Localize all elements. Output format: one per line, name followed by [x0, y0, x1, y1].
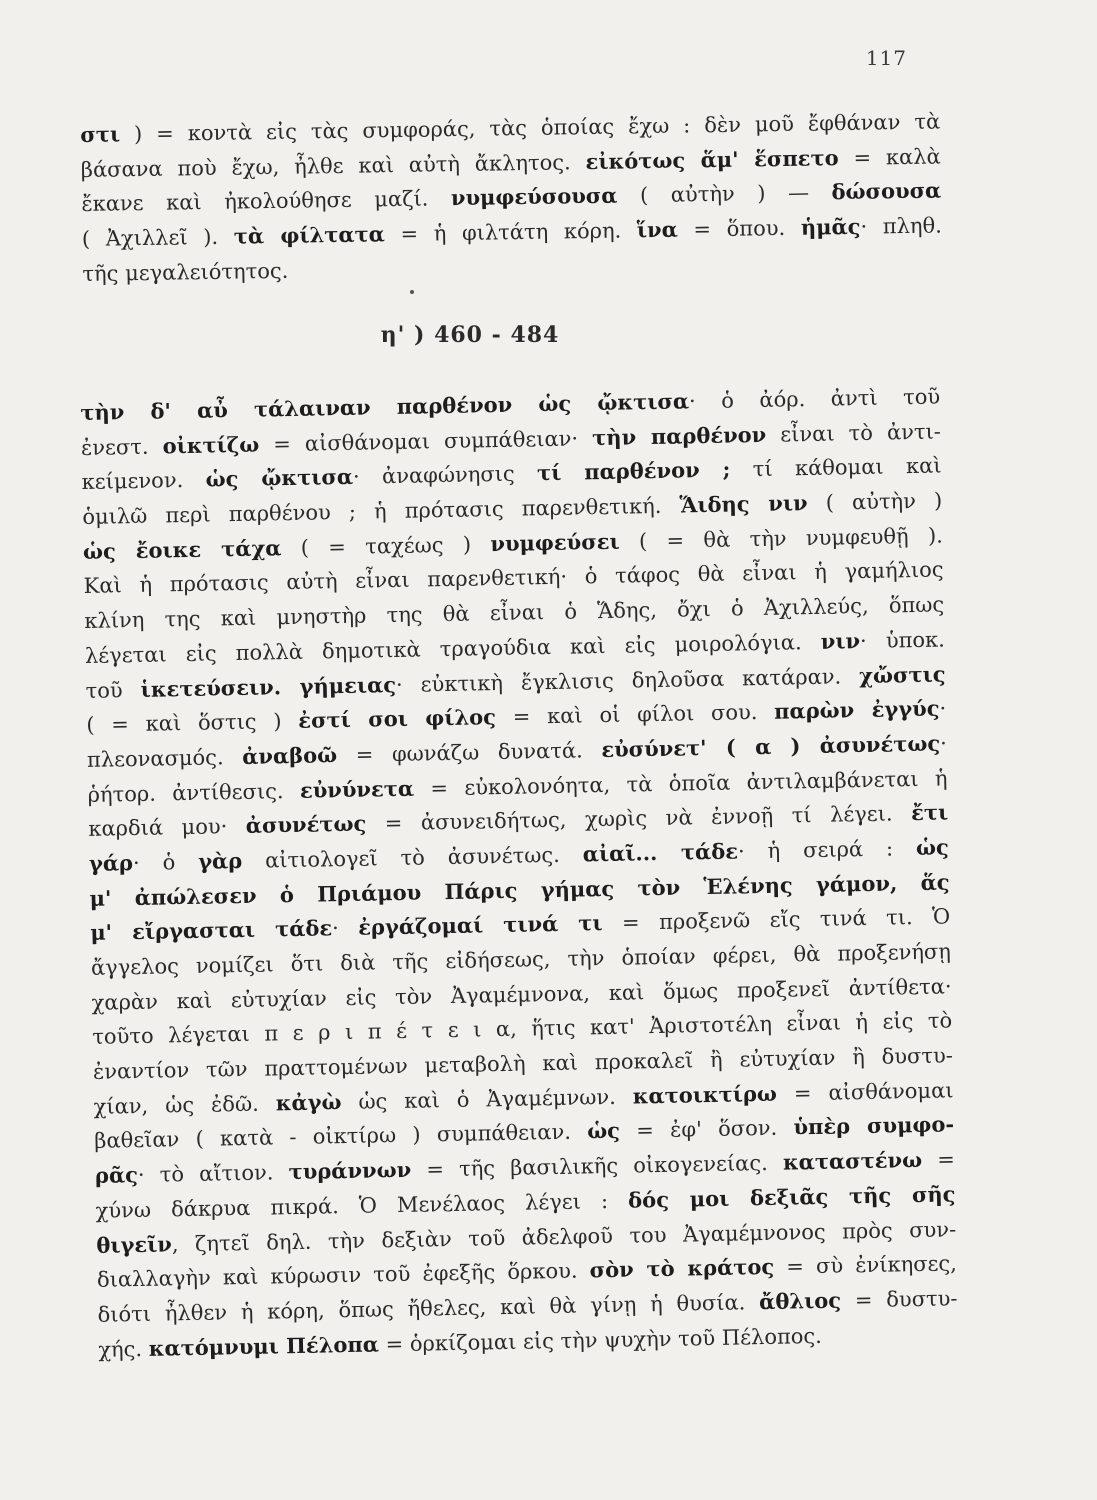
lemma-bold: ἀσυνέτως — [245, 810, 367, 839]
gloss-text: · ἀναφώνησις — [352, 461, 538, 490]
gloss-text: = ἐφ' ὅσον. — [619, 1115, 794, 1144]
gloss-text: · πληθ. — [860, 213, 942, 239]
gloss-text: χύνω δάκρυα πικρά. Ὁ Μενέλαος λέγει : — [95, 1188, 629, 1223]
gloss-text: = ἡ φιλτάτη κόρη. — [384, 218, 638, 247]
lemma-bold: δός μοι δεξιᾶς τῆς σῆς — [627, 1181, 956, 1213]
paragraph-commentary-1 — [80, 104, 943, 291]
gloss-text: ( = καὶ ὅστις ) — [86, 709, 299, 738]
gloss-text: ἐνεστ. — [80, 434, 163, 460]
gloss-text: διαλλαγὴν καὶ κύρωσιν τοῦ ἐφεξῆς ὅρκου. — [96, 1258, 590, 1293]
lemma-bold: στι — [80, 121, 121, 147]
gloss-text: βάσανα ποὺ ἔχω, ἦλθε καὶ αὐτὴ ἄκλητος. — [80, 149, 586, 182]
lemma-bold: ὡς ᾤκτισα — [205, 464, 354, 492]
gloss-text: ( = ταχέως ) — [281, 531, 491, 560]
gloss-text: ῥήτορ. ἀντίθεσις. — [87, 778, 301, 807]
gloss-text: · ὑποκ. — [859, 627, 946, 653]
gloss-text: ( Ἀχιλλεῖ ). — [81, 224, 234, 252]
gloss-text: πλεονασμός. — [86, 744, 243, 772]
lemma-bold: ἀναβοῶ — [242, 742, 338, 769]
gloss-text: = ἀσυνειδήτως, χωρὶς νὰ ἐννοῇ τί λέγει. — [366, 801, 912, 836]
print-speck — [410, 290, 414, 294]
gloss-text: ἔκανε καὶ ἠκολούθησε μαζί. — [81, 186, 452, 217]
section-heading: η' ) 460 - 484 — [380, 322, 560, 348]
page-number: 117 — [865, 46, 907, 70]
gloss-text: χής. — [98, 1336, 149, 1362]
lemma-bold: ὡς — [915, 834, 950, 860]
lemma-bold: ὡς — [586, 1118, 621, 1144]
gloss-text: διότι ἦλθεν ἡ κόρη, ὅπως ἤθελες, καὶ θὰ γίνῃ ἡ θυσία. — [97, 1290, 760, 1327]
lemma-bold: γὰρ — [197, 847, 243, 874]
gloss-text: = εὐκολονόητα, τὰ ὁποῖα ἀντιλαμβάνεται ἡ — [413, 765, 948, 801]
gloss-text: · εὐκτικὴ ἔγκλισις δηλοῦσα κατάραν. — [395, 663, 860, 697]
lemma-bold: νυμφεύσουσα — [450, 182, 618, 211]
lemma-bold: ἱκετεύσειν. γήμειας — [140, 671, 397, 702]
lemma-bold: γάρ — [88, 850, 134, 876]
gloss-text: = προξενῶ εἴς τινά τι. Ὁ — [602, 904, 951, 936]
lemma-bold: τυράννων — [288, 1156, 412, 1185]
gloss-text: = — [921, 1147, 956, 1173]
gloss-text: ( αὐτὴν ) — [807, 488, 943, 516]
lemma-bold: θιγεῖν — [96, 1230, 173, 1258]
paragraph-commentary-2 — [80, 379, 958, 1367]
lemma-bold: κἀγὼ — [275, 1088, 342, 1116]
gloss-text: Καὶ ἡ πρότασις αὐτὴ εἶναι παρενθετική· ὁ τάφος θὰ εἶναι ἡ γαμήλιος — [83, 557, 944, 599]
lemma-bold: ὑπὲρ συμφο- — [793, 1111, 955, 1140]
gloss-text: τοῦτο λέγεται π ε ρ ι π έ τ ε ι α, ἥτις κατ' Ἀριστοτέλη εἶναι ἡ εἰς τὸ — [92, 1008, 953, 1050]
gloss-text: · — [939, 731, 948, 756]
lemma-bold: ἡμᾶς — [800, 213, 861, 240]
lemma-bold: τὴν δ' αὖ τάλαιναν παρθένον ὡς ᾤκτισα — [80, 388, 690, 425]
gloss-text: ) = κοντὰ εἰς τὰς συμφοράς, τὰς ὁποίας ἔχω : δὲν μοῦ ἔφθάναν τὰ — [119, 109, 941, 147]
gloss-text: = σὺ ἐνίκησες, — [773, 1251, 958, 1280]
lemma-bold: παρὼν ἐγγύς — [773, 695, 940, 724]
lemma-bold: μ' ἀπώλεσεν ὁ Πριάμου Πάρις γήμας τὸν Ἑλένης γάμον, ἅς — [89, 869, 950, 911]
lemma-bold: σὸν τὸ κράτος — [589, 1254, 775, 1283]
gloss-text: · — [939, 696, 947, 721]
gloss-text: · ὁ — [132, 849, 199, 876]
gloss-text: · — [331, 916, 359, 941]
gloss-text: κείμενον. — [81, 467, 206, 495]
gloss-text: · ἡ σειρά : — [737, 835, 917, 864]
lemma-bold: καταστένω — [782, 1147, 923, 1175]
lemma-bold: Ἅιδης νιν — [679, 490, 808, 518]
lemma-bold: ἐργάζομαί τινά τι — [358, 910, 603, 941]
gloss-text: χαρὰν καὶ εὐτυχίαν εἰς τὸν Ἀγαμέμνονα, καὶ ὅμως προξενεῖ ἀντίθετα· — [91, 974, 952, 1015]
gloss-text: καρδιά μου· — [88, 814, 247, 842]
gloss-text: ὁμιλῶ περὶ παρθένου ; ἡ πρότασις παρενθετική. — [82, 493, 680, 530]
gloss-text: = ὁρκίζομαι εἰς τὴν ψυχὴν τοῦ Πέλοπος. — [378, 1323, 823, 1356]
gloss-text: = καὶ οἱ φίλοι σου. — [495, 699, 775, 730]
lemma-bold: τὰ φίλτατα — [233, 221, 386, 249]
lemma-bold: ὡς ἔοικε τάχα — [82, 534, 282, 564]
lemma-bold: εὐνύνετα — [299, 775, 415, 803]
lemma-bold: ἵνα — [636, 216, 678, 243]
gloss-text: ( = θὰ τὴν νυμφευθῇ ). — [619, 523, 944, 554]
lemma-bold: νυμφεύσει — [490, 528, 620, 556]
gloss-text: τοῦ — [85, 677, 141, 703]
gloss-text: τί κάθομαι καὶ — [730, 453, 942, 482]
lemma-bold: ἔτι — [910, 799, 949, 826]
lemma-bold: ρᾶς — [94, 1162, 139, 1188]
gloss-text: βαθεῖαν ( κατὰ - οἰκτίρω ) συμπάθειαν. — [94, 1119, 588, 1154]
gloss-text: = φωνάζω δυνατά. — [336, 737, 602, 768]
gloss-text: = αἰσθάνομαι συμπάθειαν· — [258, 425, 593, 457]
gloss-text: ὡς καὶ ὁ Ἀγαμέμνων. — [341, 1084, 633, 1114]
gloss-text: ἐναντίον τῶν πραττομένων μεταβολὴ καὶ προκαλεῖ ἢ εὐτυχίαν ἢ δυστυ- — [92, 1043, 954, 1084]
lemma-bold: ἄθλιος — [758, 1287, 842, 1315]
lemma-bold: οἰκτίζω — [162, 431, 260, 459]
lemma-bold: εἰκότως ἅμ' ἕσπετο — [585, 144, 839, 174]
lemma-bold: ἐστί σοι φίλος — [298, 704, 497, 734]
gloss-text: = αἰσθάνομαι — [776, 1078, 954, 1106]
gloss-text: ( αὐτὴν ) — — [617, 180, 832, 208]
gloss-text: = ὅπου. — [677, 215, 802, 242]
gloss-text: αἰτιολογεῖ τὸ ἀσυνέτως. — [241, 842, 584, 873]
lemma-bold: τί παρθένον ; — [536, 456, 731, 486]
gloss-text: = καλὰ — [838, 144, 941, 170]
gloss-text: = δυστυ- — [840, 1286, 958, 1313]
gloss-text: · τὸ αἴτιον. — [137, 1160, 289, 1188]
gloss-text: ἄγγελος νομίζει ὅτι διὰ τῆς εἰδήσεως, τὴν ὁποίαν φέρει, θὰ προξενήσῃ — [90, 939, 952, 980]
lemma-bold: μ' εἴργασται τάδε — [90, 915, 333, 946]
lemma-bold: δώσουσα — [831, 177, 942, 205]
lemma-bold: χὤστις — [858, 660, 946, 688]
gloss-text: · ὁ ἀόρ. ἀντὶ τοῦ — [688, 384, 941, 414]
gloss-text: εἶναι τὸ ἀντι- — [765, 419, 942, 447]
gloss-text: λέγεται εἰς πολλὰ δημοτικὰ τραγούδια καὶ εἰς μοιρολόγια. — [84, 629, 821, 668]
gloss-text: , ζητεῖ δηλ. τὴν δεξιὰν τοῦ ἀδελφοῦ του Ἀγαμέμνονος πρὸς συν- — [171, 1216, 957, 1256]
gloss-text: τῆς μεγαλειότητος. — [82, 258, 289, 286]
gloss-text: = τῆς βασιλικῆς οἰκογενείας. — [410, 1150, 784, 1182]
lemma-bold: νιν — [820, 627, 861, 654]
lemma-bold: τὴν παρθένον — [591, 421, 767, 450]
gloss-text: χίαν, ὡς ἐδῶ. — [93, 1091, 276, 1119]
lemma-bold: αἰαῖ... τάδε — [582, 838, 739, 867]
lemma-bold: εὐσύνετ' ( α ) ἀσυνέτως — [601, 730, 941, 762]
gloss-text: κλίνη της καὶ μνηστὴρ της θὰ εἶναι ὁ Ἅδης, ὄχι ὁ Ἀχιλλεύς, ὅπως — [84, 592, 945, 634]
lemma-bold: κατόμνυμι Πέλοπα — [148, 1331, 380, 1361]
lemma-bold: κατοικτίρω — [632, 1080, 778, 1109]
